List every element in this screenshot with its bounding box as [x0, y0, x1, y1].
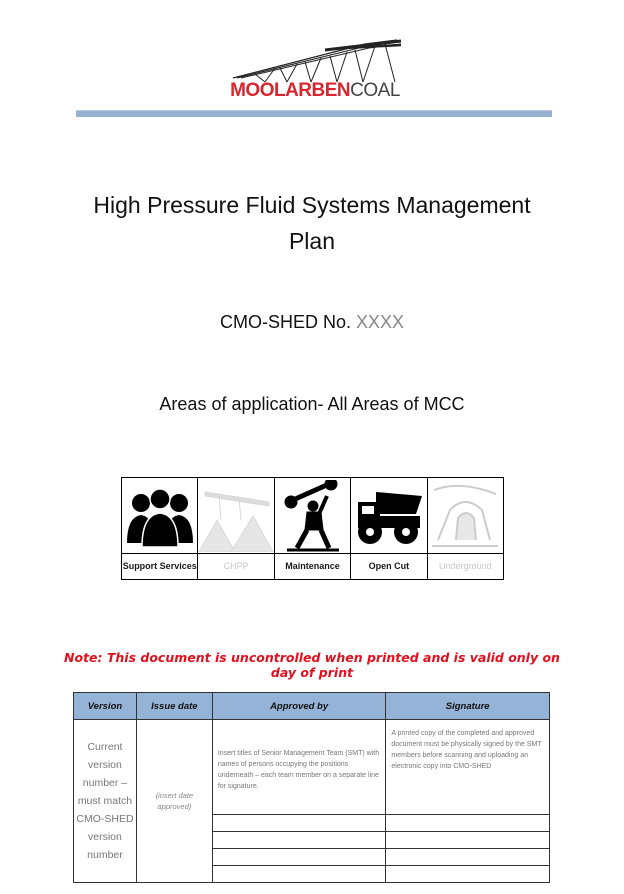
- version-text: Current: [87, 741, 123, 753]
- header-rule: [76, 110, 552, 117]
- signature-slot[interactable]: [386, 849, 550, 866]
- doc-number-label: CMO-SHED No.: [219, 312, 351, 332]
- worker-wrench-icon: [275, 478, 350, 554]
- logo-wordmark: [225, 80, 405, 102]
- area-label: Support Services: [122, 561, 197, 571]
- signature-text: A printed copy of the completed and approved document must be physically signed by the SMT members before scanning and uploading an electronic copy into CMO-SHED: [391, 730, 542, 770]
- mine-tunnel-icon: [428, 478, 503, 554]
- signature-slot[interactable]: [386, 866, 550, 883]
- version-text: version: [88, 759, 122, 771]
- area-label: Open Cut: [368, 561, 410, 571]
- note-line-2: day of print: [270, 665, 354, 680]
- haul-truck-icon: [351, 478, 426, 554]
- signature-slot[interactable]: [386, 832, 550, 849]
- logo-text-grey: COAL: [350, 80, 400, 101]
- approver-slot[interactable]: [212, 815, 386, 832]
- note-line-1: Note: This document is uncontrolled when printed and is valid only on: [64, 650, 560, 665]
- header-signature: Signature: [386, 693, 550, 720]
- header-version: Version: [74, 693, 137, 720]
- header-issue-date: Issue date: [136, 693, 212, 720]
- area-label: Maintenance: [285, 561, 340, 571]
- signature-cell[interactable]: [386, 720, 550, 815]
- logo-text-red: MOOLARBEN: [230, 80, 351, 101]
- area-open-cut: [351, 478, 427, 579]
- version-text: CMO-SHED: [76, 813, 134, 825]
- document-number: [60, 312, 564, 333]
- issue-date-cell[interactable]: [136, 720, 212, 883]
- header-approved-by: Approved by: [212, 693, 386, 720]
- table-header-row: [74, 693, 550, 720]
- conveyor-logo-icon: [225, 38, 405, 83]
- area-support-services: [122, 478, 198, 579]
- version-text: version: [88, 831, 122, 843]
- approved-by-text: Insert titles of Senior Management Team (SMT) with names of persons occupying the positions underneath – each team member on a separate line for signature.: [217, 750, 380, 790]
- issue-date-text: (insert date approved): [155, 791, 194, 811]
- area-label: Underground: [439, 561, 492, 571]
- version-text: number –: [82, 777, 128, 789]
- conveyor-stockpile-icon: [198, 478, 273, 554]
- approved-by-cell[interactable]: [212, 720, 386, 815]
- version-text: must match: [77, 795, 133, 807]
- doc-number-placeholder: XXXX: [356, 312, 405, 332]
- area-maintenance: [275, 478, 351, 579]
- people-silhouette-icon: [122, 478, 197, 554]
- approval-table: [73, 692, 550, 883]
- area-label: CHPP: [223, 561, 249, 571]
- company-logo: [225, 38, 405, 103]
- table-row: [74, 720, 550, 815]
- version-cell[interactable]: [74, 720, 137, 883]
- signature-slot[interactable]: [386, 815, 550, 832]
- approver-slot[interactable]: [212, 866, 386, 883]
- uncontrolled-note: [60, 650, 564, 680]
- area-chpp: [198, 478, 274, 579]
- version-text: number: [87, 849, 123, 861]
- area-underground: [428, 478, 503, 579]
- areas-of-application: Areas of application- All Areas of MCC: [159, 394, 465, 414]
- title-line-1: High Pressure Fluid Systems Management: [93, 192, 531, 218]
- title-line-2: Plan: [288, 228, 336, 254]
- approver-slot[interactable]: [212, 849, 386, 866]
- document-title: [60, 187, 564, 259]
- area-icons-strip: [121, 477, 504, 580]
- approver-slot[interactable]: [212, 832, 386, 849]
